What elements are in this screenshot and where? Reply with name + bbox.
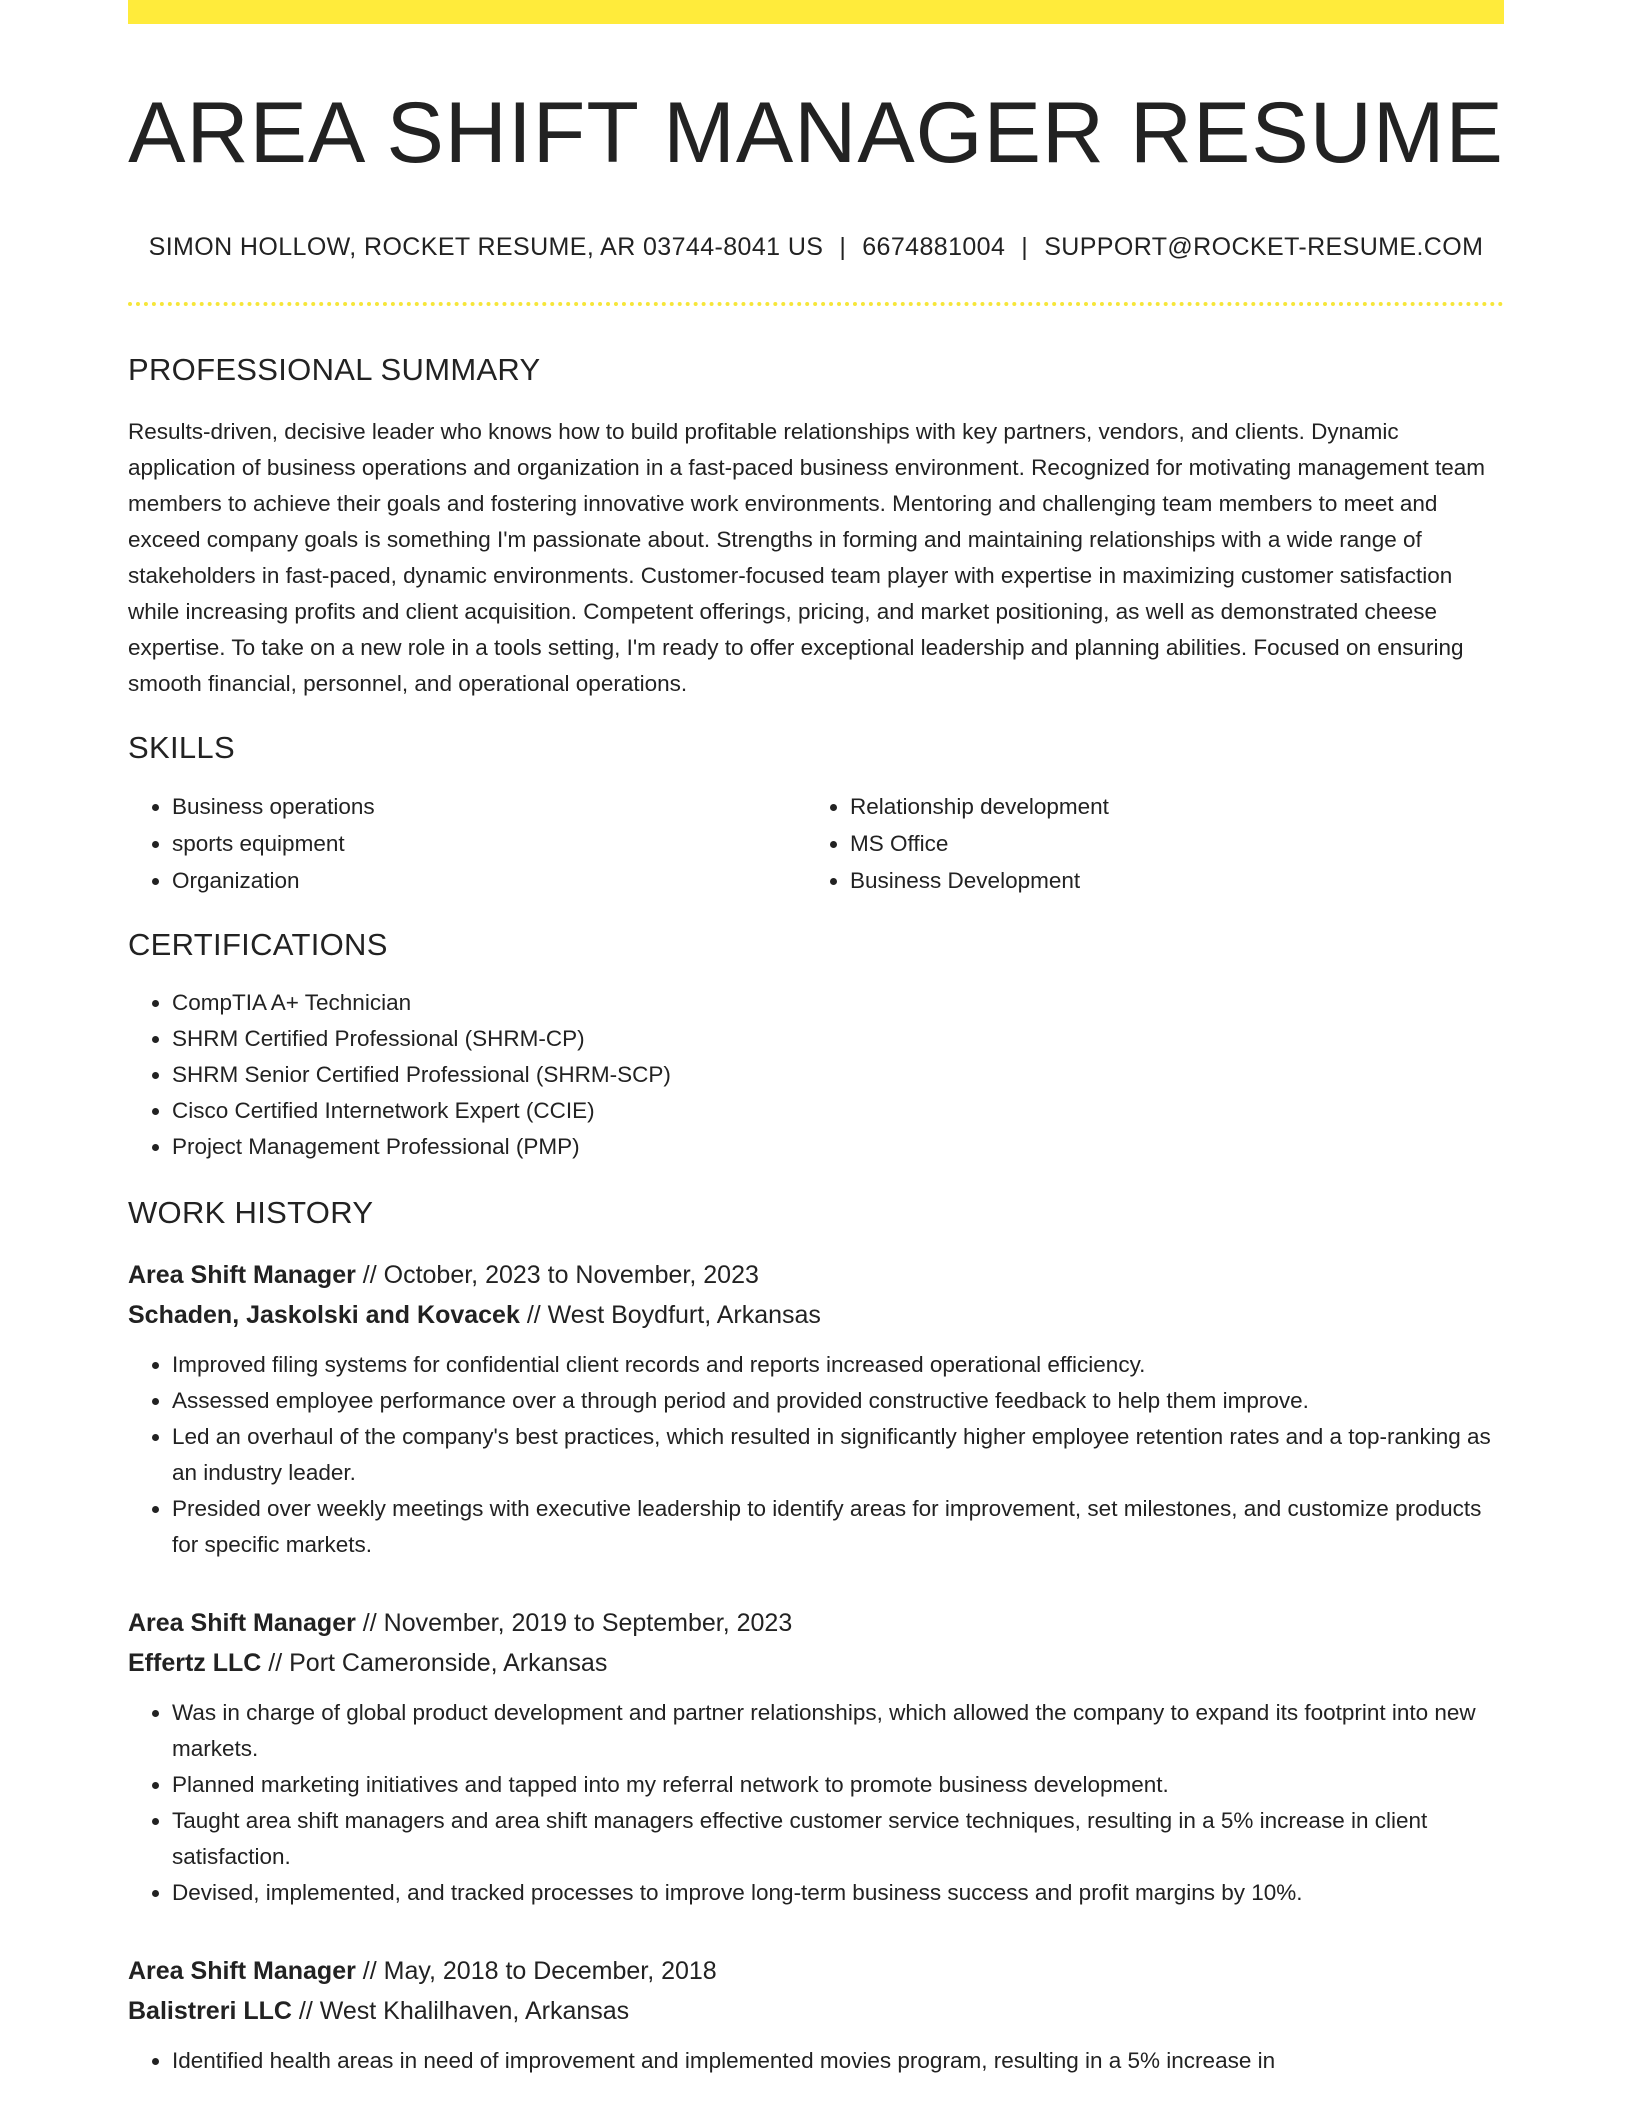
job-bullet: • Assessed employee performance over a through period and provided constructive feedback to help them improve. (172, 1383, 1504, 1419)
skill-item: • Business Development (850, 862, 1484, 899)
job-dates: // November, 2019 to September, 2023 (362, 1608, 793, 1637)
job-bullets (128, 2043, 1504, 2079)
job-company: Balistreri LLC (128, 1996, 292, 2025)
certifications-heading: CERTIFICATIONS (128, 926, 388, 962)
skill-item: • MS Office (850, 825, 1484, 862)
skills-list (128, 788, 1504, 899)
job-bullet: • Identified health areas in need of improvement and implemented movies program, resulting in a 5% increase in (172, 2043, 1504, 2079)
work-history-heading: WORK HISTORY (128, 1194, 374, 1230)
accent-top-bar (128, 0, 1504, 24)
summary-text: Results-driven, decisive leader who knows how to build profitable relationships with key partners, vendors, and clients. Dynamic application of business operations and organization in a fast-paced business environment. Recognized for motivating management team members to achieve their goals and fostering innovative work environments. Mentoring and challenging team members to meet and exceed company goals is something I'm passionate about. Strengths in forming and maintaining relationships with a wide range of stakeholders in fast-paced, dynamic environments. Customer-focused team player with expertise in maximizing customer satisfaction while increasing profits and client acquisition. Competent offerings, pricing, and market positioning, as well as demonstrated cheese expertise. To take on a new role in a tools setting, I'm ready to offer exceptional leadership and planning abilities. Focused on ensuring smooth financial, personnel, and operational operations. (128, 418, 1486, 696)
job-title-line (128, 1603, 1504, 1643)
job-title: Area Shift Manager (128, 1260, 356, 1289)
resume-page (128, 0, 1504, 2079)
job-bullet: • Taught area shift managers and area shift managers effective customer service techniques, resulting in a 5% increase in client satisfaction. (172, 1803, 1504, 1875)
job-entry (128, 1603, 1504, 1911)
job-location: // Port Cameronside, Arkansas (268, 1648, 608, 1677)
job-company: Schaden, Jaskolski and Kovacek (128, 1300, 520, 1329)
certification-item: • CompTIA A+ Technician (172, 985, 1504, 1021)
certification-item: • SHRM Senior Certified Professional (SHRM-SCP) (172, 1057, 1504, 1093)
certification-item: • Cisco Certified Internetwork Expert (CCIE) (172, 1093, 1504, 1129)
job-bullet: • Improved filing systems for confidential client records and reports increased operational efficiency. (172, 1347, 1504, 1383)
job-title-line (128, 1255, 1504, 1295)
skill-item: • Business operations (172, 788, 806, 825)
contact-separator: | (839, 232, 847, 261)
contact-address: SIMON HOLLOW, ROCKET RESUME, AR 03744-8041 US (148, 232, 824, 261)
page-title: AREA SHIFT MANAGER RESUME (128, 85, 1504, 181)
job-bullet: • Planned marketing initiatives and tapped into my referral network to promote business development. (172, 1767, 1504, 1803)
contact-separator: | (1021, 232, 1029, 261)
contact-email[interactable]: SUPPORT@ROCKET-RESUME.COM (1044, 232, 1484, 261)
skills-column-left (128, 788, 806, 899)
contact-line (128, 233, 1504, 262)
job-company-line (128, 1991, 1504, 2031)
certification-item: • SHRM Certified Professional (SHRM-CP) (172, 1021, 1504, 1057)
contact-phone: 6674881004 (862, 232, 1006, 261)
job-company: Effertz LLC (128, 1648, 262, 1677)
skills-column-right (806, 788, 1484, 899)
summary-heading: PROFESSIONAL SUMMARY (128, 351, 541, 387)
dotted-divider (128, 302, 1504, 306)
skill-item: • Relationship development (850, 788, 1484, 825)
job-bullet: • Presided over weekly meetings with executive leadership to identify areas for improvement, set milestones, and customize products for specific markets. (172, 1491, 1504, 1563)
job-bullet: • Led an overhaul of the company's best practices, which resulted in significantly higher employee retention rates and a top-ranking as an industry leader. (172, 1419, 1504, 1491)
job-dates: // May, 2018 to December, 2018 (362, 1956, 717, 1985)
job-dates: // October, 2023 to November, 2023 (362, 1260, 759, 1289)
certifications-list (128, 985, 1504, 1165)
job-title-line (128, 1951, 1504, 1991)
job-entry (128, 1255, 1504, 1563)
job-bullets (128, 1347, 1504, 1563)
job-bullet: • Was in charge of global product development and partner relationships, which allowed the company to expand its footprint into new markets. (172, 1695, 1504, 1767)
job-bullet: • Devised, implemented, and tracked processes to improve long-term business success and profit margins by 10%. (172, 1875, 1504, 1911)
skills-heading: SKILLS (128, 729, 235, 765)
job-location: // West Boydfurt, Arkansas (526, 1300, 821, 1329)
job-location: // West Khalilhaven, Arkansas (298, 1996, 630, 2025)
certification-item: • Project Management Professional (PMP) (172, 1129, 1504, 1165)
skill-item: • sports equipment (172, 825, 806, 862)
job-company-line (128, 1295, 1504, 1335)
job-bullets (128, 1695, 1504, 1911)
job-entry (128, 1951, 1504, 2079)
job-title: Area Shift Manager (128, 1956, 356, 1985)
job-company-line (128, 1643, 1504, 1683)
job-title: Area Shift Manager (128, 1608, 356, 1637)
skill-item: • Organization (172, 862, 806, 899)
